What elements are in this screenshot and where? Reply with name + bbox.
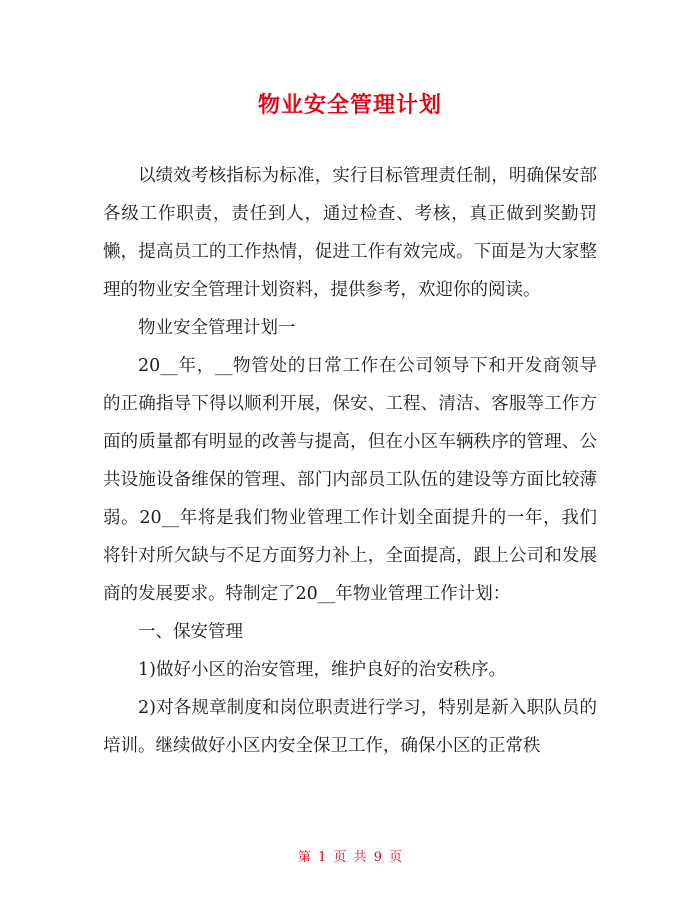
paragraph-intro: 以绩效考核指标为标准，实行目标管理责任制，明确保安部各级工作职责，责任到人，通过检查、考核，真正做到奖勤罚懒，提高员工的工作热情，促进工作有效完成。下面是为大家整理的物业安全管理计划资料，提供参考，欢迎你的阅读。 bbox=[103, 166, 597, 300]
list-item-1: 1)做好小区的治安管理，维护良好的治安秩序。 bbox=[138, 660, 506, 680]
section-heading-plan-one: 物业安全管理计划一 bbox=[138, 318, 296, 338]
paragraph-overview: 20__年，__物管处的日常工作在公司领导下和开发商领导的正确指导下得以顺利开展，保安、工程、清洁、客服等工作方面的质量都有明显的改善与提高，但在小区车辆秩序的管理、公共设施设备维保的管理、部门内部员工队伍的建设等方面比较薄弱。20__年将是我们物业管理工作计划全面提升的一年，我们将针对所欠缺与不足方面努力补上，全面提高，跟上公司和发展商的发展要求。特制定了20__年物业管理工作计划： bbox=[103, 356, 597, 604]
document-body bbox=[103, 157, 597, 765]
document-title: 物业安全管理计划 bbox=[257, 93, 442, 118]
list-item-2: 2)对各规章制度和岗位职责进行学习，特别是新入职队员的培训。继续做好小区内安全保卫工作，确保小区的正常秩 bbox=[103, 698, 597, 756]
section-heading-security: 一、保安管理 bbox=[138, 622, 243, 642]
page-number-footer: 第 1 页 共 9 页 bbox=[297, 850, 403, 865]
